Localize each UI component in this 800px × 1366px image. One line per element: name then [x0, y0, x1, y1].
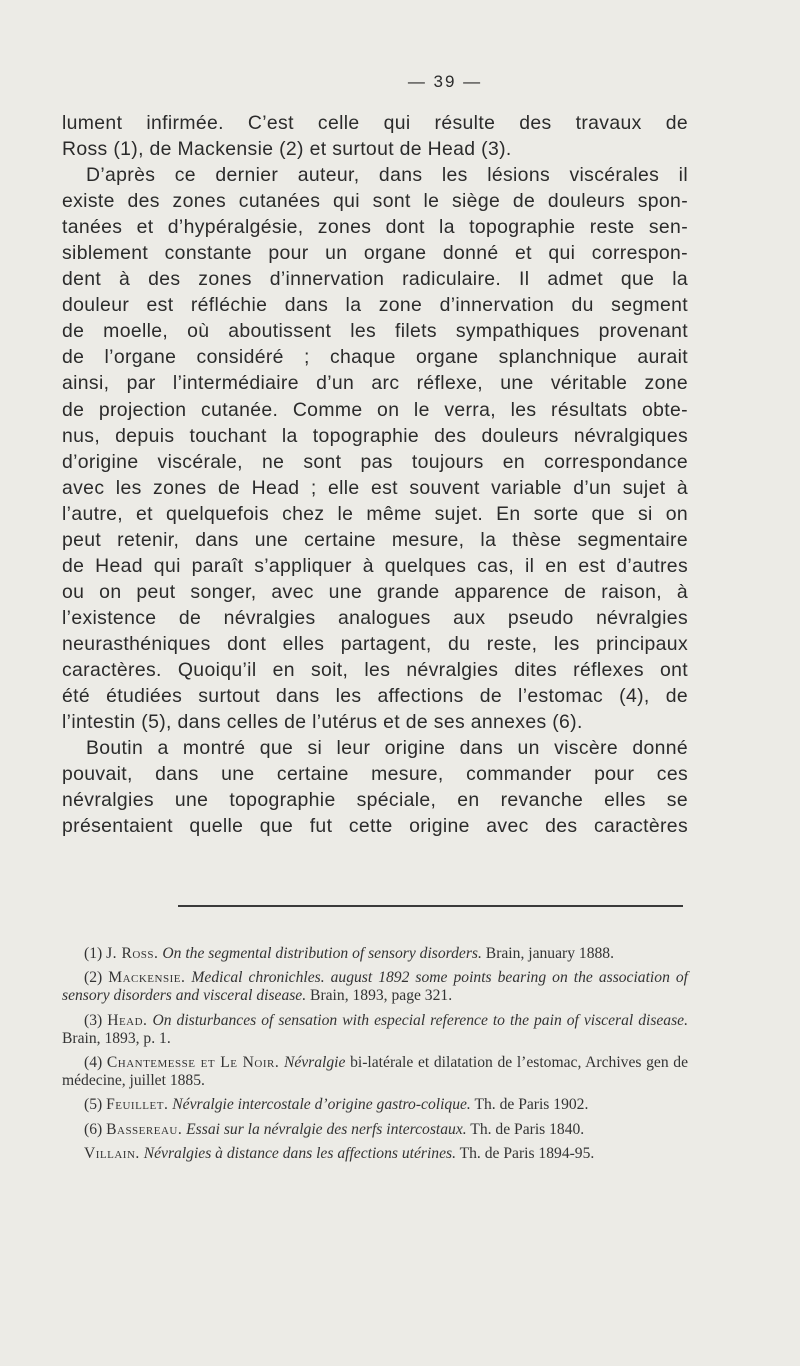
body-line: ou on peut songer, avec une grande apparence de raison, à	[62, 580, 688, 603]
body-line: de moelle, où aboutissent les filets sympathiques provenant	[62, 320, 688, 343]
body-line: l’autre, et quelquefois chez le même sujet. En sorte que si on	[62, 502, 688, 525]
footnote	[62, 1012, 688, 1048]
footnote	[62, 1121, 688, 1139]
footnote-separator	[178, 905, 683, 907]
body-line: neurasthéniques dont elles partagent, du reste, les principaux	[62, 632, 688, 655]
footnote-title: Medical chronichles. august 1892 some points bearing on the association of sensory disorders and visceral disease.	[62, 969, 689, 1005]
body-line: lument infirmée. C’est celle qui résulte des travaux de	[62, 112, 688, 134]
footnote-rest: Brain, january 1888.	[485, 945, 614, 962]
footnote-title: On disturbances of sensation with especial reference to the pain of visceral disease.	[152, 1011, 688, 1029]
body-line: névralgies une topographie spéciale, en revanche elles se	[62, 789, 688, 812]
body-text	[62, 110, 688, 839]
footnote	[62, 1096, 688, 1114]
footnote-rest: bi-latérale et dilatation de l’estomac, Archives gen de médecine, juillet 1885.	[62, 1054, 688, 1090]
body-line: caractères. Quoiqu’il en soit, les névralgies dites réflexes ont	[62, 658, 688, 681]
footnote-author: Feuillet.	[106, 1096, 169, 1114]
body-line: de Head qui paraît s’appliquer à quelques cas, il en est d’autres	[62, 554, 688, 577]
body-line: douleur est réfléchie dans la zone d’innervation du segment	[62, 294, 688, 317]
body-line: dent à des zones d’innervation radiculaire. Il admet que la	[62, 268, 688, 291]
footnote-title: Névralgies à distance dans les affections utérines.	[143, 1144, 456, 1162]
page-number: — 39 —	[407, 72, 483, 91]
footnote-title: Essai sur la névralgie des nerfs intercostaux.	[186, 1120, 467, 1138]
body-line: avec les zones de Head ; elle est souvent variable d’un sujet à	[62, 476, 688, 499]
footnotes	[62, 945, 688, 1169]
footnote-num: (5)	[84, 1096, 103, 1114]
footnote	[62, 969, 688, 1005]
footnote-rest: Brain, 1893, p. 1.	[62, 1029, 171, 1047]
footnote-num: (6)	[84, 1120, 103, 1138]
body-line: nus, depuis touchant la topographie des douleurs névralgiques	[62, 424, 688, 447]
body-line: Ross (1), de Mackensie (2) et surtout de Head (3).	[62, 138, 512, 161]
footnote-num: (3)	[84, 1011, 103, 1029]
body-line: présentaient quelle que fut cette origine avec des caractères	[62, 815, 688, 838]
footnote-title: Névralgie	[283, 1054, 346, 1072]
footnote-rest: Brain, 1893, page 321.	[310, 987, 453, 1005]
footnote-rest: Th. de Paris 1894-95.	[459, 1144, 595, 1162]
body-line: d’origine viscérale, ne sont pas toujours en correspondance	[62, 450, 688, 473]
body-line: été étudiées surtout dans les affections de l’estomac (4), de	[62, 685, 688, 708]
footnote-author: Bassereau.	[106, 1120, 183, 1138]
footnote	[62, 945, 688, 963]
body-line: l’existence de névralgies analogues aux pseudo névralgies	[62, 606, 688, 629]
footnote-rest: Th. de Paris 1902.	[474, 1096, 589, 1114]
footnote	[62, 1054, 688, 1090]
footnote-author: Mackensie.	[108, 969, 186, 987]
body-line: existe des zones cutanées qui sont le siège de douleurs spon-	[62, 190, 688, 213]
body-line: tanées et d’hypéralgésie, zones dont la topographie reste sen-	[62, 216, 688, 239]
footnote-rest: Th. de Paris 1840.	[470, 1120, 585, 1138]
footnote-author: Villain.	[84, 1144, 140, 1162]
footnote-num: (4)	[84, 1054, 103, 1072]
footnote-num: (2)	[84, 969, 103, 987]
footnote-author: J. Ross.	[106, 945, 159, 962]
footnote-author: Chantemesse et Le Noir.	[106, 1054, 280, 1072]
body-line: pouvait, dans une certaine mesure, commander pour ces	[62, 763, 688, 786]
body-line: Boutin a montré que si leur origine dans un viscère donné	[86, 737, 688, 760]
footnote-title: Névralgie intercostale d’origine gastro-colique.	[172, 1096, 471, 1114]
footnote-author: Head.	[107, 1011, 148, 1029]
footnote-num: (1)	[84, 945, 103, 962]
body-line: peut retenir, dans une certaine mesure, la thèse segmentaire	[62, 528, 688, 551]
footnote	[62, 1145, 688, 1163]
body-line: siblement constante pour un organe donné et qui correspon-	[62, 242, 688, 265]
body-line: ainsi, par l’intermédiaire d’un arc réflexe, une véritable zone	[62, 372, 688, 395]
body-line: de projection cutanée. Comme on le verra, les résultats obte-	[62, 398, 688, 421]
body-line: de l’organe considéré ; chaque organe splanchnique aurait	[62, 346, 688, 369]
body-line: l’intestin (5), dans celles de l’utérus et de ses annexes (6).	[62, 711, 583, 734]
footnote-title: On the segmental distribution of sensory disorders.	[162, 945, 482, 962]
body-line: D’après ce dernier auteur, dans les lésions viscérales il	[86, 164, 688, 187]
